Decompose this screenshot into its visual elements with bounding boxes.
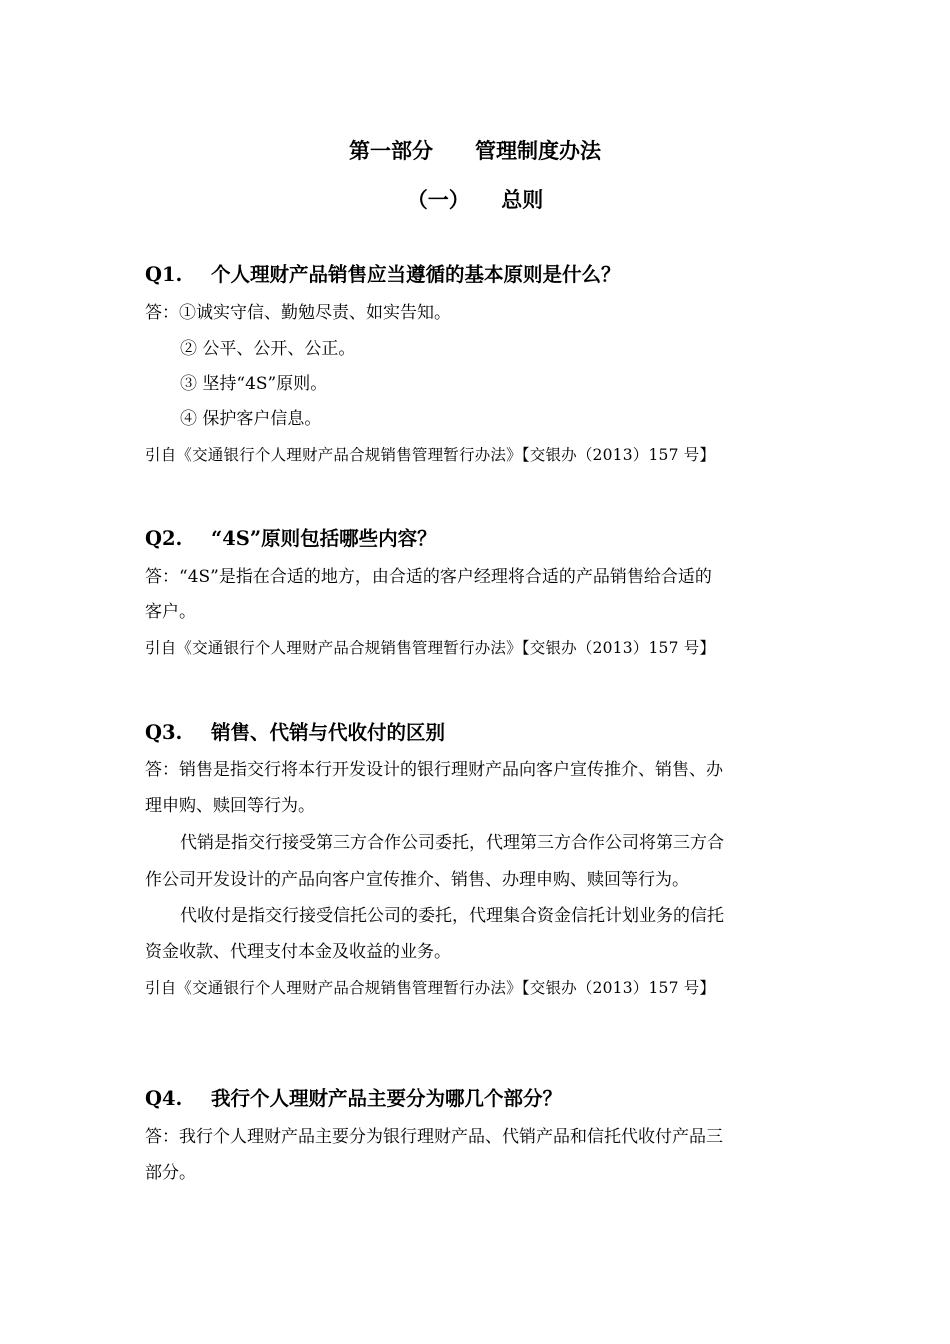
question-3-number: Q3. bbox=[145, 721, 183, 744]
question-1-answer-line: ④ 保护客户信息。 bbox=[180, 409, 322, 429]
question-4-number: Q4. bbox=[145, 1087, 183, 1110]
question-3-answer-line: 作公司开发设计的产品向客户宣传推介、销售、办理申购、赎回等行为。 bbox=[145, 870, 689, 890]
question-1-answer-line: ② 公平、公开、公正。 bbox=[180, 339, 356, 359]
question-1-title bbox=[145, 260, 621, 290]
question-3-title bbox=[145, 718, 445, 748]
question-1-number: Q1. bbox=[145, 263, 183, 286]
question-4-title bbox=[145, 1084, 562, 1114]
question-2-answer-line: 客户。 bbox=[145, 602, 196, 622]
question-3-text: 销售、代销与代收付的区别 bbox=[211, 721, 446, 744]
question-3-citation: 引自《交通银行个人理财产品合规销售管理暂行办法》【交银办（2013）157 号】 bbox=[145, 979, 716, 997]
question-2-text: “4S”原则包括哪些内容？ bbox=[211, 527, 437, 550]
part-title: 第一部分 管理制度办法 bbox=[349, 138, 601, 163]
question-3-answer-line: 答：销售是指交行将本行开发设计的银行理财产品向客户宣传推介、销售、办 bbox=[145, 760, 723, 780]
question-3-answer-line: 代销是指交行接受第三方合作公司委托，代理第三方合作公司将第三方合 bbox=[180, 833, 724, 853]
question-4-answer-line: 部分。 bbox=[145, 1163, 196, 1183]
question-4-text: 我行个人理财产品主要分为哪几个部分？ bbox=[211, 1087, 563, 1110]
question-2-number: Q2. bbox=[145, 527, 183, 550]
question-3-answer-line: 资金收款、代理支付本金及收益的业务。 bbox=[145, 942, 451, 962]
question-4-answer-line: 答：我行个人理财产品主要分为银行理财产品、代销产品和信托代收付产品三 bbox=[145, 1127, 723, 1147]
question-1-citation: 引自《交通银行个人理财产品合规销售管理暂行办法》【交银办（2013）157 号】 bbox=[145, 446, 716, 464]
question-2-title bbox=[145, 524, 437, 554]
question-3-answer-line: 代收付是指交行接受信托公司的委托，代理集合资金信托计划业务的信托 bbox=[180, 906, 724, 926]
section-title: （一） 总则 bbox=[406, 187, 544, 212]
question-2-answer-line: 答：“4S”是指在合适的地方，由合适的客户经理将合适的产品销售给合适的 bbox=[145, 567, 712, 587]
question-1-answer-line: 答：①诚实守信、勤勉尽责、如实告知。 bbox=[145, 303, 451, 323]
question-3-answer-line: 理申购、赎回等行为。 bbox=[145, 796, 315, 816]
question-1-answer-line: ③ 坚持“4S”原则。 bbox=[180, 374, 328, 394]
question-2-citation: 引自《交通银行个人理财产品合规销售管理暂行办法》【交银办（2013）157 号】 bbox=[145, 639, 716, 657]
question-1-text: 个人理财产品销售应当遵循的基本原则是什么？ bbox=[211, 263, 621, 286]
